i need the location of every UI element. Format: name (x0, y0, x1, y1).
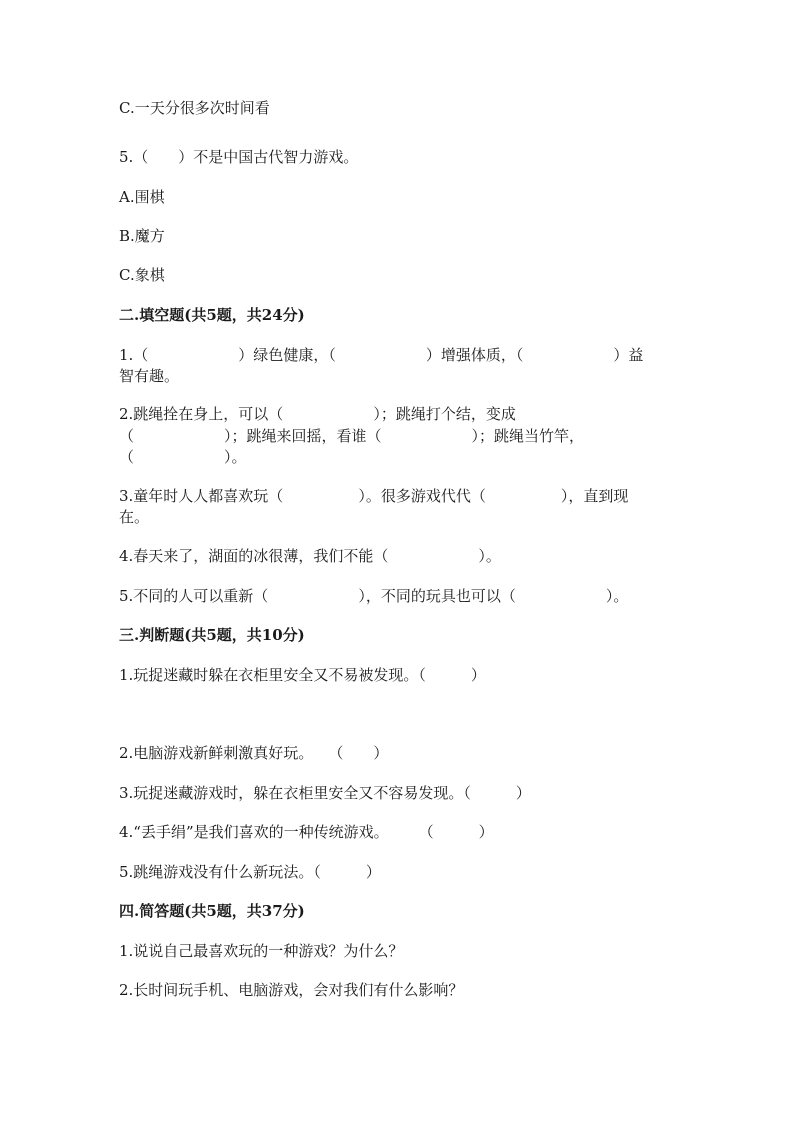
section2-heading: 二.填空题(共5题，共24分) (119, 306, 305, 324)
s2-q2-line1: 2.跳绳拴在身上，可以（ ）；跳绳打个结，变成 (119, 405, 516, 423)
s2-q2-line2: （ ）；跳绳来回摇，看谁（ ）；跳绳当竹竿， (119, 427, 585, 445)
s3-q5: 5.跳绳游戏没有什么新玩法。（ ） (119, 863, 381, 881)
s2-q2-line3: （ ）。 (119, 448, 247, 466)
section4-heading: 四.简答题(共5题，共37分) (119, 902, 305, 920)
s2-q1-line1: 1.（ ）绿色健康，（ ）增强体质，（ ）益 (119, 346, 644, 364)
s4-q2: 2.长时间玩手机、电脑游戏，会对我们有什么影响？ (119, 981, 464, 999)
s3-q1: 1.玩捉迷藏时躲在衣柜里安全又不易被发现。（ ） (119, 666, 486, 684)
q5-option-b: B.魔方 (119, 227, 165, 245)
s2-q3-line2: 在。 (119, 508, 150, 526)
s2-q4: 4.春天来了，湖面的冰很薄，我们不能（ ）。 (119, 547, 501, 565)
s2-q5: 5.不同的人可以重新（ ），不同的玩具也可以（ ）。 (119, 587, 629, 605)
q5-option-a: A.围棋 (119, 188, 165, 206)
q5-option-c: C.象棋 (119, 266, 165, 284)
section3-heading: 三.判断题(共5题，共10分) (119, 626, 305, 644)
s2-q3-line1: 3.童年时人人都喜欢玩（ ）。很多游戏代代（ ），直到现 (119, 487, 629, 505)
q4-option-c: C.一天分很多次时间看 (119, 99, 270, 117)
s2-q1-line2: 智有趣。 (119, 367, 180, 385)
s3-q2: 2.电脑游戏新鲜刺激真好玩。 （ ） (119, 744, 389, 762)
s3-q3: 3.玩捉迷藏游戏时，躲在衣柜里安全又不容易发现。（ ） (119, 784, 531, 802)
s4-q1: 1.说说自己最喜欢玩的一种游戏？为什么？ (119, 942, 404, 960)
s3-q4: 4.“丢手绢”是我们喜欢的一种传统游戏。 （ ） (119, 823, 494, 841)
q5-stem: 5.（ ）不是中国古代智力游戏。 (119, 148, 359, 166)
